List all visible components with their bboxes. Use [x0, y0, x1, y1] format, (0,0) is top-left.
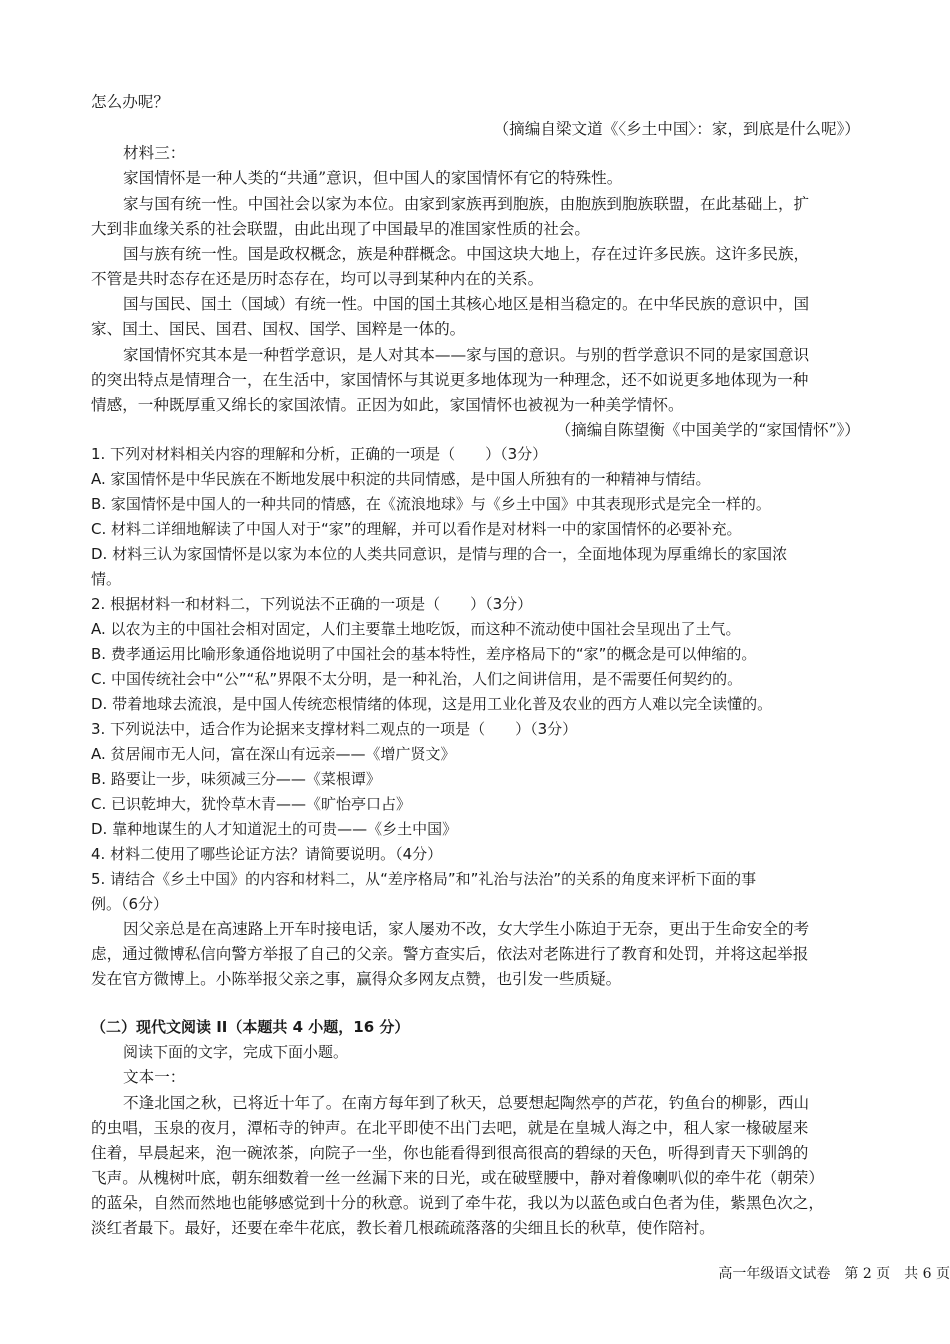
paragraph-line: 情感，一种既厚重又绵长的家国浓情。正因为如此，家国情怀也被视为一种美学情怀。: [91, 396, 684, 414]
option-line: B. 家国情怀是中国人的一种共同的情感，在《流浪地球》与《乡土中国》中其表现形式是完全一样的。: [91, 495, 771, 513]
question-2: 2. 根据材料一和材料二，下列说法不正确的一项是（ ）（3分）: [91, 595, 533, 613]
paragraph-line: 飞声。从槐树叶底，朝东细数着一丝一丝漏下来的日光，或在破壁腰中，静对着像喇叭似的牵牛花（朝荣）: [91, 1169, 824, 1187]
paragraph-line: 的虫唱，玉泉的夜月，潭柘寺的钟声。在北平即使不出门去吧，就是在皇城人海之中，租人家一椽破屋来: [91, 1119, 809, 1137]
paragraph-line: 家与国有统一性。中国社会以家为本位。由家到家族再到胞族，由胞族到胞族联盟，在此基础上，扩: [123, 195, 810, 213]
case-line: 发在官方微博上。小陈举报父亲之事，赢得众多网友点赞，也引发一些质疑。: [91, 970, 622, 988]
question-4: 4. 材料二使用了哪些论证方法？请简要说明。（4分）: [91, 845, 443, 863]
option-line: C. 材料二详细地解读了中国人对于“家”的理解，并可以看作是对材料一中的家国情怀的必要补充。: [91, 520, 742, 538]
option-line: B. 费孝通运用比喻形象通俗地说明了中国社会的基本特性，差序格局下的“家”的概念是可以伸缩的。: [91, 645, 757, 663]
option-line: B. 路要让一步，味须减三分——《菜根谭》: [91, 770, 381, 788]
paragraph-line: 国与国民、国土（国域）有统一性。中国的国土其核心地区是相当稳定的。在中华民族的意识中，国: [123, 295, 810, 313]
paragraph-line: 住着，早晨起来，泡一碗浓茶，向院子一坐，你也能看得到很高很高的碧绿的天色，听得到青天下驯鸽的: [91, 1144, 809, 1162]
option-line: C. 已识乾坤大，犹怜草木青——《旷怡亭口占》: [91, 795, 412, 813]
paragraph-line: 不逢北国之秋，已将近十年了。在南方每年到了秋天，总要想起陶然亭的芦花，钓鱼台的柳影，西山: [123, 1094, 810, 1112]
option-line: C. 中国传统社会中“公”“私”界限不太分明，是一种礼治，人们之间讲信用，是不需要任何契约的。: [91, 670, 743, 688]
option-line: A. 以农为主的中国社会相对固定，人们主要靠土地吃饭，而这种不流动使中国社会呈现出了土气。: [91, 620, 741, 638]
paragraph-line: 大到非血缘关系的社会联盟，由此出现了中国最早的准国家性质的社会。: [91, 220, 591, 238]
option-line: 情。: [91, 570, 122, 588]
case-line: 虑，通过微博私信向警方举报了自己的父亲。警方查实后，依法对老陈进行了教育和处罚，并将这起举报: [91, 945, 809, 963]
paragraph-line: 不管是共时态存在还是历时态存在，均可以寻到某种内在的关系。: [91, 270, 544, 288]
option-line: D. 靠种地谋生的人才知道泥土的可贵——《乡土中国》: [91, 820, 458, 838]
paragraph-line: 淡红者最下。最好，还要在牵牛花底，教长着几根疏疏落落的尖细且长的秋草，使作陪衬。: [91, 1219, 715, 1237]
option-line: A. 贫居闹市无人问，富在深山有远亲——《增广贤文》: [91, 745, 456, 763]
paragraph-line: 的蓝朵，自然而然地也能够感觉到十分的秋意。说到了牵牛花，我以为以蓝色或白色者为佳，紫黑色次之，: [91, 1194, 824, 1212]
option-line: A. 家国情怀是中华民族在不断地发展中积淀的共同情感，是中国人所独有的一种精神与情结。: [91, 470, 711, 488]
question-5: 5. 请结合《乡土中国》的内容和材料二，从“差序格局”和”礼治与法治”的关系的角度来评析下面的事: [91, 870, 757, 888]
source-citation-1: （摘编自梁文道《〈乡土中国〉：家，到底是什么呢》）: [493, 120, 860, 138]
text-label: 文本一：: [123, 1068, 186, 1086]
material3-heading: 材料三：: [123, 144, 186, 162]
case-line: 因父亲总是在高速路上开车时接电话，家人屡劝不改，女大学生小陈迫于无奈，更出于生命安全的考: [123, 920, 810, 938]
source-citation-2: （摘编自陈望衡《中国美学的“家国情怀”》）: [555, 421, 860, 439]
section-heading: （二）现代文阅读 II（本题共 4 小题，16 分）: [91, 1018, 410, 1036]
top-line: 怎么办呢？: [91, 93, 169, 111]
option-line: D. 带着地球去流浪，是中国人传统恋根情绪的体现，这是用工业化普及农业的西方人难以完全读懂的。: [91, 695, 773, 713]
instruction: 阅读下面的文字，完成下面小题。: [123, 1043, 349, 1061]
question-5-cont: 例。（6分）: [91, 895, 169, 913]
paragraph-line: 家国情怀是一种人类的“共通”意识，但中国人的家国情怀有它的特殊性。: [123, 169, 623, 187]
paragraph-line: 家国情怀究其本是一种哲学意识，是人对其本——家与国的意识。与别的哲学意识不同的是家国意识: [123, 346, 810, 364]
paragraph-line: 的突出特点是情理合一，在生活中，家国情怀与其说更多地体现为一种理念，还不如说更多地体现为一种: [91, 371, 809, 389]
page-footer: 高一年级语文试卷 第 2 页 共 6 页: [718, 1266, 950, 1282]
question-1: 1. 下列对材料相关内容的理解和分析，正确的一项是（ ）（3分）: [91, 445, 548, 463]
question-3: 3. 下列说法中，适合作为论据来支撑材料二观点的一项是（ ）（3分）: [91, 720, 578, 738]
paragraph-line: 国与族有统一性。国是政权概念，族是种群概念。中国这块大地上，存在过许多民族。这许多民族，: [123, 245, 810, 263]
paragraph-line: 家、国土、国民、国君、国权、国学、国粹是一体的。: [91, 320, 466, 338]
option-line: D. 材料三认为家国情怀是以家为本位的人类共同意识，是情与理的合一，全面地体现为厚重绵长的家国浓: [91, 545, 788, 563]
